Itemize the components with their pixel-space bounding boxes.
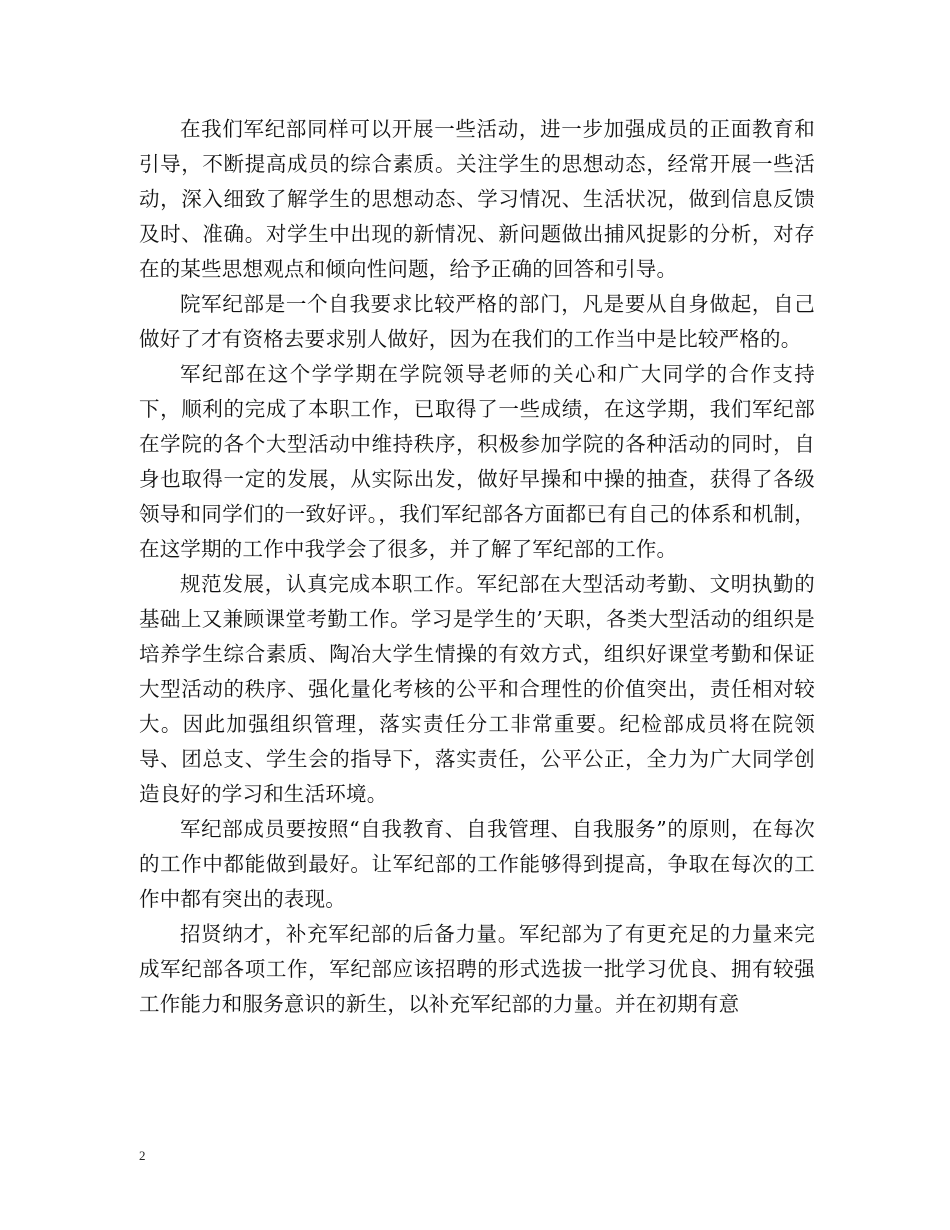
paragraph-3: 军纪部在这个学学期在学院领导老师的关心和广大同学的合作支持下，顺利的完成了本职工作，已取得了一些成绩，在这学期，我们军纪部在学院的各个大型活动中维持秩序，积极参加学院的各种活动的同时，自身也取得一定的发展，从实际出发，做好早操和中操的抽查，获得了各级领导和同学们的一致好评。，我们军纪部各方面都已有自己的体系和机制，在这学期的工作中我学会了很多，并了解了军纪部的工作。 [139, 362, 815, 561]
page-number: 2 [139, 1148, 146, 1163]
document-body [139, 112, 815, 1022]
paragraph-5: 军纪部成员要按照“自我教育、自我管理、自我服务”的原则，在每次的工作中都能做到最好。让军纪部的工作能够得到提高，争取在每次的工作中都有突出的表现。 [139, 817, 815, 911]
paragraph-1: 在我们军纪部同样可以开展一些活动，进一步加强成员的正面教育和引导，不断提高成员的综合素质。关注学生的思想动态，经常开展一些活动，深入细致了解学生的思想动态、学习情况、生活状况，做到信息反馈及时、准确。对学生中出现的新情况、新问题做出捕风捉影的分析，对存在的某些思想观点和倾向性问题，给予正确的回答和引导。 [139, 117, 815, 281]
paragraph-2: 院军纪部是一个自我要求比较严格的部门，凡是要从自身做起，自己做好了才有资格去要求别人做好，因为在我们的工作当中是比较严格的。 [139, 292, 815, 351]
paragraph-4: 规范发展，认真完成本职工作。军纪部在大型活动考勤、文明执勤的基础上又兼顾课堂考勤工作。学习是学生的’天职，各类大型活动的组织是培养学生综合素质、陶冶大学生情操的有效方式，组织好课堂考勤和保证大型活动的秩序、强化量化考核的公平和合理性的价值突出，责任相对较大。因此加强组织管理，落实责任分工非常重要。纪检部成员将在院领导、团总支、学生会的指导下，落实责任，公平公正，全力为广大同学创造良好的学习和生活环境。 [139, 572, 815, 806]
paragraph-6: 招贤纳才，补充军纪部的后备力量。军纪部为了有更充足的力量来完成军纪部各项工作，军纪部应该招聘的形式选拔一批学习优良、拥有较强工作能力和服务意识的新生，以补充军纪部的力量。并在初期有意 [139, 922, 815, 1016]
